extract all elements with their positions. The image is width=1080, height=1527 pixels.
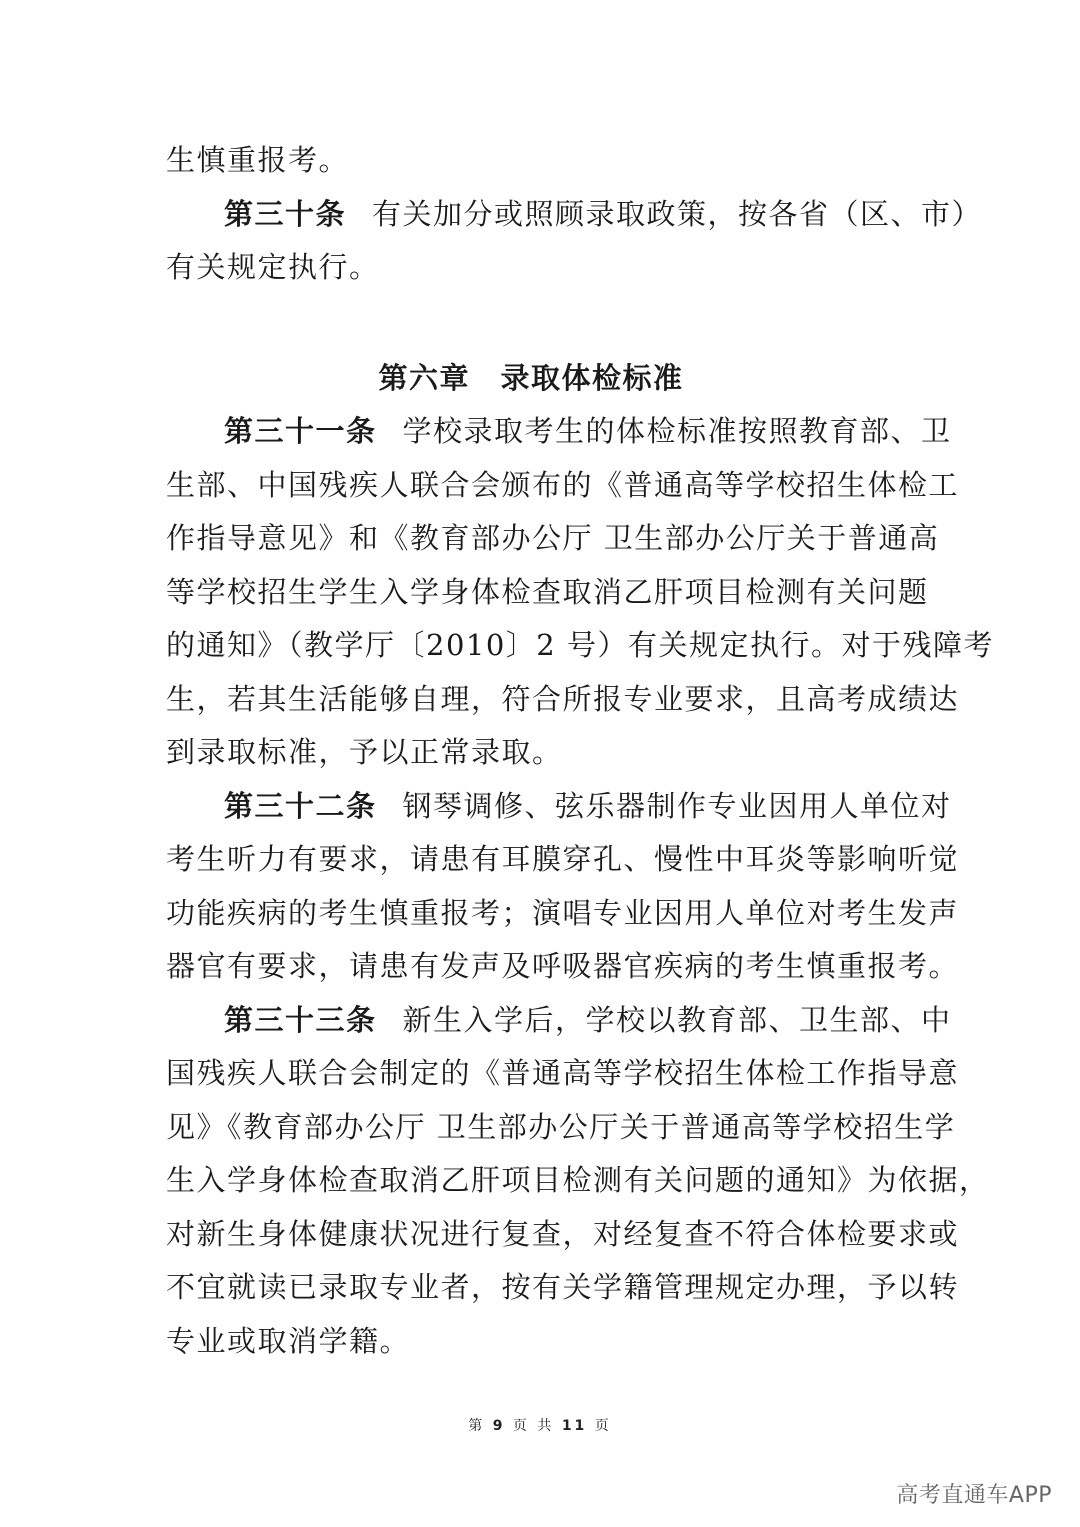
text-line: 有关规定执行。	[166, 250, 380, 284]
text-line: 生入学身体检查取消乙肝项目检测有关问题的通知》为依据，	[166, 1163, 990, 1197]
text-line: 功能疾病的考生慎重报考；演唱专业因用人单位对考生发声	[166, 895, 960, 930]
text-line: 生，若其生活能够自理，符合所报专业要求，且高考成绩达	[166, 681, 960, 716]
text-line: 到录取标准，予以正常录取。	[166, 735, 563, 769]
article-30	[166, 188, 983, 242]
text-line: 见》《教育部办公厅 卫生部办公厅关于普通高等学校招生学	[166, 1109, 956, 1144]
text-line: 考生听力有要求，请患有耳膜穿孔、慢性中耳炎等影响听觉	[166, 842, 960, 876]
article-heading: 第三十三条	[224, 1002, 377, 1037]
article-33	[166, 994, 952, 1048]
text-line: 新生入学后，学校以教育部、卫生部、中	[402, 1002, 952, 1037]
text-line: 生慎重报考。	[166, 143, 350, 177]
text-line: 的通知》（教学厅〔2010〕2 号）有关规定执行。对于残障考	[166, 628, 994, 662]
text-line: 钢琴调修、弦乐器制作专业因用人单位对	[402, 788, 952, 823]
text-line: 等学校招生学生入学身体检查取消乙肝项目检测有关问题	[166, 574, 929, 609]
footer-prefix: 第	[468, 1418, 486, 1434]
current-page-number: 9	[492, 1418, 506, 1434]
chapter-heading: 第六章 录取体检标准	[378, 360, 684, 395]
article-32	[166, 780, 952, 834]
footer-suffix: 页	[594, 1418, 612, 1434]
footer-mid: 页 共	[512, 1418, 555, 1434]
text-line: 作指导意见》和《教育部办公厅 卫生部办公厅关于普通高	[166, 521, 940, 555]
article-heading: 第三十一条	[224, 414, 377, 448]
text-line: 有关加分或照顾录取政策，按各省（区、市）	[372, 196, 983, 231]
page-footer	[0, 1415, 1080, 1435]
text-line: 国残疾人联合会制定的《普通高等学校招生体检工作指导意	[166, 1056, 960, 1090]
article-heading: 第三十条	[224, 196, 347, 231]
total-page-number: 11	[561, 1418, 588, 1434]
watermark: 高考直通车APP	[896, 1483, 1052, 1508]
text-line: 器官有要求，请患有发声及呼吸器官疾病的考生慎重报考。	[166, 949, 960, 983]
article-heading: 第三十二条	[224, 788, 377, 823]
text-line: 不宜就读已录取专业者，按有关学籍管理规定办理，予以转	[166, 1270, 960, 1304]
article-31	[166, 405, 952, 459]
text-line: 学校录取考生的体检标准按照教育部、卫	[402, 414, 952, 448]
text-line: 对新生身体健康状况进行复查，对经复查不符合体检要求或	[166, 1216, 960, 1251]
text-line: 生部、中国残疾人联合会颁布的《普通高等学校招生体检工	[166, 467, 960, 502]
document-body	[166, 134, 994, 1368]
text-line: 专业或取消学籍。	[166, 1323, 411, 1358]
